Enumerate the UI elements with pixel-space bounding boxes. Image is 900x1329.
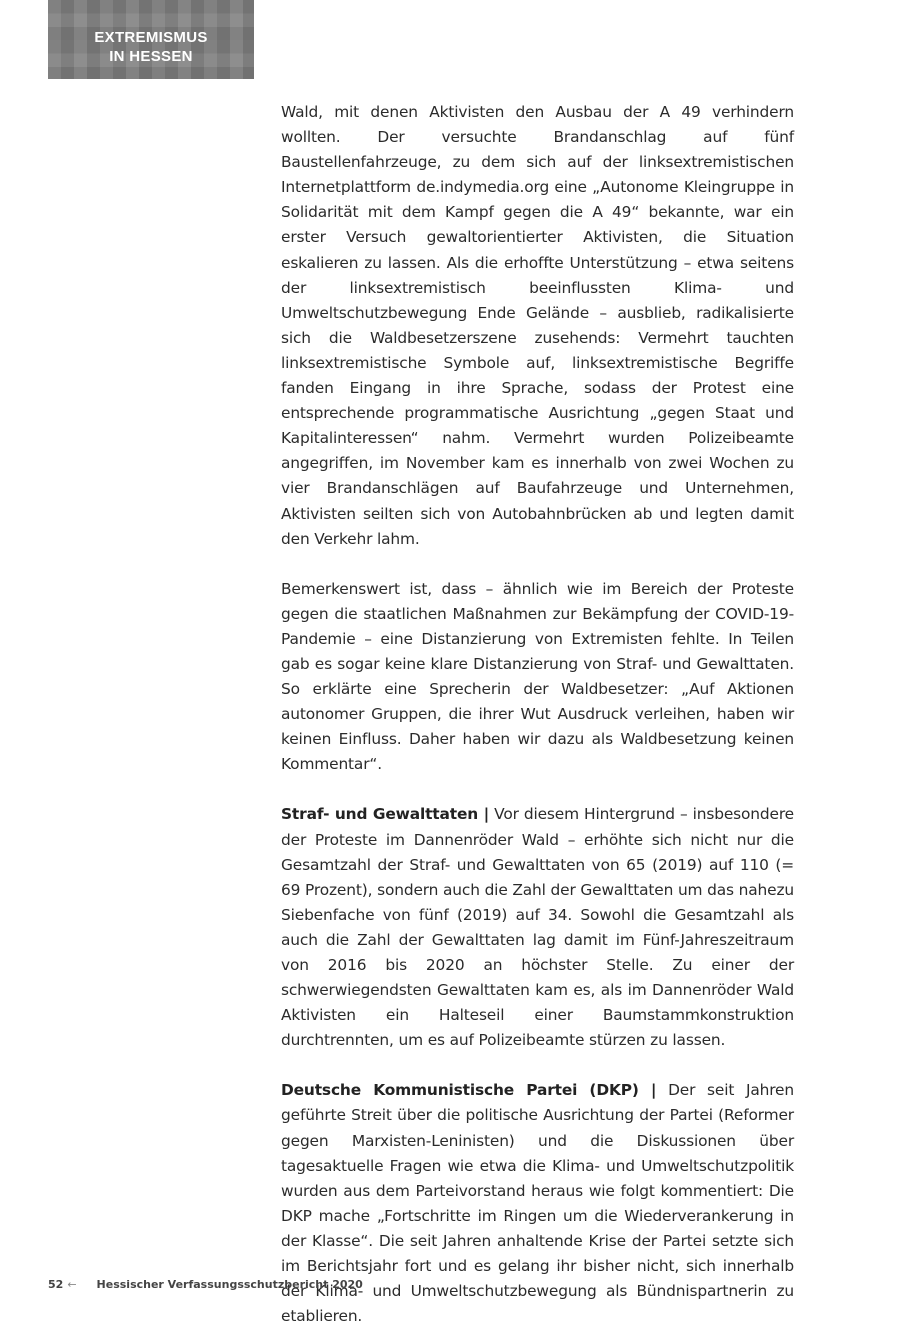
paragraph-3	[281, 802, 794, 1053]
badge-line-1: EXTREMISMUS	[94, 29, 208, 46]
paragraph-2	[281, 577, 794, 778]
page-footer	[48, 1278, 363, 1292]
paragraph-1	[281, 100, 794, 552]
paragraph-1-text: Wald, mit denen Aktivisten den Ausbau der A 49 verhindern wollten. Der versuchte Brandanschlag auf fünf Baustellenfahrzeuge, zu dem sich auf der linksextremistischen Internetplattform de.indymedia.org eine „Autonome Kleingruppe in Solidarität mit dem Kampf gegen die A 49“ bekannte, war ein erster Versuch gewaltorientierter Aktivisten, die Situation eskalieren zu lassen. Als die erhoffte Unterstützung – etwa seitens der linksextremistisch beeinflussten Klima- und Umweltschutzbewegung Ende Gelände – ausblieb, radikalisierte sich die Waldbesetzerszene zusehends: Vermehrt tauchten linksextremistische Symbole auf, linksextremistische Begriffe fanden Eingang in ihre Sprache, sodass der Protest eine entsprechende programmatische Ausrichtung „gegen Staat und Kapitalinteressen“ nahm. Vermehrt wurden Polizeibeamte angegriffen, im November kam es innerhalb von zwei Wochen zu vier Brandanschlägen auf Baufahrzeuge und Unternehmen, Aktivisten seilten sich von Autobahnbrücken ab und legten damit den Verkehr lahm.	[281, 103, 794, 548]
paragraph-4-text: Der seit Jahren geführte Streit über die politische Ausrichtung der Partei (Reformer gegen Marxisten-Leninisten) und die Diskussionen über tagesaktuelle Fragen wie etwa die Klima- und Umweltschutzpolitik wurden aus dem Parteivorstand heraus wie folgt kommentiert: Die DKP mache „Fortschritte im Ringen um die Wiederverankerung in der Klasse“. Die seit Jahren anhaltende Krise der Partei setzte sich im Berichtsjahr fort und es gelang ihr bisher nicht, sich innerhalb der Klima- und Umweltschutzbewegung als Bündnispartnerin zu etablieren.	[281, 1081, 794, 1326]
badge-line-2: IN HESSEN	[109, 48, 193, 65]
back-arrow-icon[interactable]: ←	[67, 1278, 77, 1291]
section-badge-label	[48, 28, 254, 66]
paragraph-2-text: Bemerkenswert ist, dass – ähnlich wie im Bereich der Proteste gegen die staatlichen Maßnahmen zur Bekämpfung der COVID-19-Pandemie – eine Distanzierung von Extremisten fehlte. In Teilen gab es sogar keine klare Distanzierung von Straf- und Gewalttaten. So erklärte eine Sprecherin der Waldbesetzer: „Auf Aktionen autonomer Gruppen, die ihrer Wut Ausdruck verleihen, haben wir keinen Einfluss. Daher haben wir dazu als Waldbesetzung keinen Kommentar“.	[281, 579, 794, 774]
paragraph-3-heading: Straf- und Gewalttaten |	[281, 805, 490, 824]
paragraph-3-text: Vor diesem Hintergrund – insbesondere der Proteste im Dannenröder Wald – erhöhte sich nicht nur die Gesamtzahl der Straf- und Gewalttaten von 65 (2019) auf 110 (= 69 Prozent), sondern auch die Zahl der Gewalttaten um das nahezu Siebenfache von fünf (2019) auf 34. Sowohl die Gesamtzahl als auch die Zahl der Gewalttaten lag damit im Fünf-Jahreszeitraum von 2016 bis 2020 an höchster Stelle. Zu einer der schwerwiegendsten Gewalttaten kam es, als im Dannenröder Wald Aktivisten ein Halteseil einer Baumstammkonstruktion durchtrennten, um es auf Polizeibeamte stürzen zu lassen.	[281, 805, 794, 1050]
section-badge	[48, 0, 254, 79]
paragraph-4-heading: Deutsche Kommunistische Partei (DKP) |	[281, 1081, 657, 1100]
body-text	[281, 100, 794, 1329]
publication-title: Hessischer Verfassungsschutzbericht 2020	[96, 1278, 363, 1291]
page-number: 52	[48, 1278, 64, 1291]
